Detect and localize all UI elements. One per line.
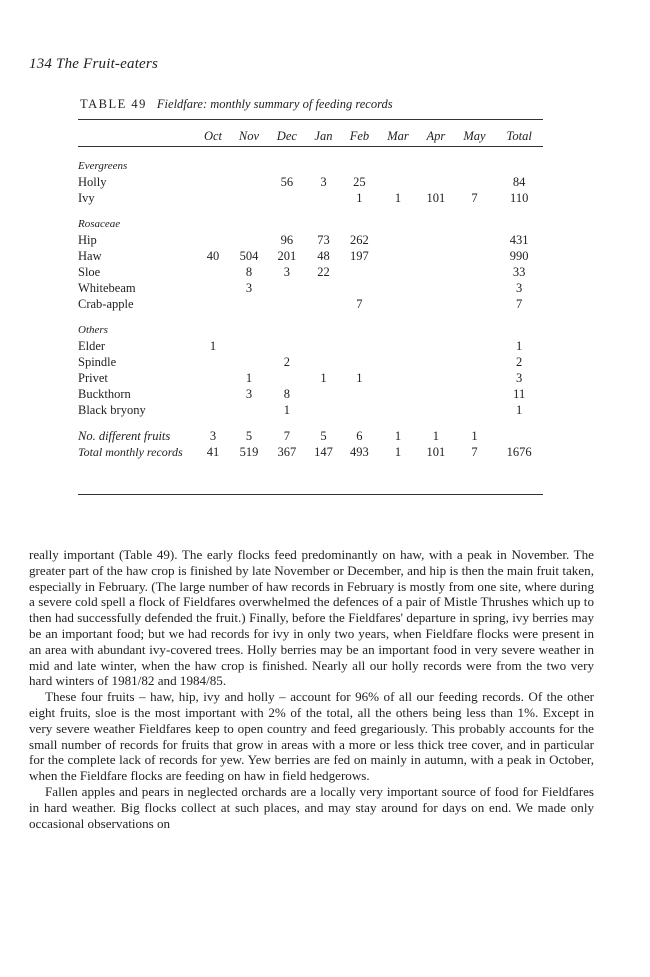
table-cell: 101: [426, 191, 446, 205]
table-row: [78, 402, 543, 418]
table-cell: 56: [280, 175, 294, 189]
table-cell: 1: [320, 371, 327, 385]
table-cell: [418, 402, 453, 418]
table-cell: 3: [245, 281, 253, 295]
table-cell: [341, 338, 378, 354]
table-cell: [196, 280, 230, 296]
table-cell: [418, 370, 453, 386]
table-row: [78, 174, 543, 190]
table-cell: [230, 232, 268, 248]
table-cell: 25: [353, 175, 366, 189]
table-cell: 1: [471, 429, 478, 443]
table-cell: [341, 280, 378, 296]
group-heading-row: [78, 206, 543, 232]
paragraph: Fallen apples and pears in neglected orchards are a locally very important source of food for Fieldfares in hard weather. Big flocks collect at such places, and may stay around for days on end. We made only occasional observations on: [29, 783, 594, 831]
table-row: [78, 444, 543, 460]
table-cell: [341, 386, 378, 402]
table-header-row: [78, 124, 543, 148]
table-cell: 41: [206, 445, 220, 459]
running-head: 134 The Fruit-eaters: [29, 56, 158, 72]
table-cell: [196, 264, 230, 280]
table-cell: 5: [320, 429, 327, 443]
table-cell: 96: [280, 233, 294, 247]
table-cell: 1: [394, 191, 402, 205]
table-cell: [230, 354, 268, 370]
table-cell: 1: [209, 339, 217, 353]
table-cell: 7: [471, 191, 478, 205]
row-label: Haw: [78, 249, 102, 263]
table-cell: [378, 174, 419, 190]
table-cell: [454, 264, 496, 280]
table-cell: [306, 386, 341, 402]
table-cell: 1: [394, 445, 402, 459]
table-cell: 3: [516, 281, 523, 295]
table-cell: [454, 402, 496, 418]
table-cell: 110: [510, 191, 529, 205]
row-label: Ivy: [78, 191, 95, 205]
table-cell: [378, 370, 419, 386]
table-cell: [418, 248, 453, 264]
table-cell: [454, 338, 496, 354]
table-cell: [196, 354, 230, 370]
table-cell: 11: [513, 387, 526, 401]
table-cell: 431: [509, 233, 529, 247]
table-cell: [268, 280, 306, 296]
row-label: Crab-apple: [78, 297, 134, 311]
table-cell: [454, 386, 496, 402]
table-cell: [418, 232, 453, 248]
col-dec: Dec: [276, 129, 297, 143]
table-cell: [196, 190, 230, 206]
table-cell: 2: [283, 355, 290, 369]
table-cell: 1: [356, 191, 363, 205]
table-cell: 1676: [506, 445, 532, 459]
table-row: [78, 232, 543, 248]
table-cell: [268, 190, 306, 206]
table-cell: [306, 190, 341, 206]
table-cell: 73: [317, 233, 330, 247]
col-oct: Oct: [203, 129, 223, 143]
table-cell: [268, 338, 306, 354]
table-cell: 201: [277, 249, 297, 263]
col-mar: Mar: [387, 129, 409, 143]
table-cell: [306, 338, 341, 354]
table-cell: 3: [283, 265, 290, 279]
table-cell: [454, 280, 496, 296]
table-row: [78, 264, 543, 280]
table-cell: [418, 296, 453, 312]
table-cell: [196, 296, 230, 312]
col-feb: Feb: [349, 129, 370, 143]
table-cell: 147: [314, 445, 333, 459]
row-label: Privet: [78, 371, 108, 385]
row-label: Elder: [78, 339, 106, 353]
table-cell: 367: [277, 445, 297, 459]
table-cell: [418, 264, 453, 280]
table-cell: 40: [206, 249, 220, 263]
row-label: Buckthorn: [78, 387, 131, 401]
row-label-header: [78, 124, 196, 148]
table-cell: 5: [245, 429, 253, 443]
table-cell: [418, 280, 453, 296]
table-row: [78, 338, 543, 354]
table-cell: 1: [245, 371, 253, 385]
table-cell: 84: [512, 175, 526, 189]
table-cell: 8: [283, 387, 290, 401]
table-cell: 519: [239, 445, 259, 459]
row-label: Hip: [78, 233, 97, 247]
table-row: [78, 190, 543, 206]
table-cell: 493: [350, 445, 369, 459]
table-cell: 3: [320, 175, 327, 189]
table-cell: [378, 354, 419, 370]
table-cell: 2: [516, 355, 523, 369]
col-apr: Apr: [426, 129, 446, 143]
table-cell: 1: [432, 429, 439, 443]
table-row: [78, 418, 543, 444]
table-cell: 1: [394, 429, 402, 443]
row-label: Holly: [78, 175, 107, 189]
table-title: Fieldfare: monthly summary of feeding records: [156, 97, 393, 111]
group-heading-row: [78, 148, 543, 174]
table-label: TABLE 49: [80, 97, 147, 111]
table-cell: [454, 296, 496, 312]
table-cell: [378, 386, 419, 402]
table-cell: [378, 280, 419, 296]
table-cell: [418, 174, 453, 190]
table-cell: 262: [350, 233, 369, 247]
table-cell: 8: [245, 265, 253, 279]
table-cell: 990: [509, 249, 529, 263]
table-cell: 1: [516, 339, 523, 353]
table-cell: 7: [516, 297, 523, 311]
table-cell: [418, 338, 453, 354]
table-cell: [306, 280, 341, 296]
table-cell: [268, 370, 306, 386]
table-row: [78, 248, 543, 264]
table-cell: 1: [283, 403, 290, 417]
group-heading: Evergreens: [78, 160, 128, 172]
row-label: Spindle: [78, 355, 117, 369]
group-heading: Rosaceae: [78, 218, 121, 230]
table-cell: [196, 386, 230, 402]
table-cell: [196, 402, 230, 418]
col-may: May: [463, 129, 486, 143]
table-cell: 101: [426, 445, 446, 459]
table-cell: [196, 232, 230, 248]
table-cell: 1: [516, 403, 523, 417]
table-cell: [378, 296, 419, 312]
table-cell: 3: [209, 429, 217, 443]
table-cell: [378, 402, 419, 418]
table-cell: 7: [471, 445, 478, 459]
group-heading-row: [78, 312, 543, 338]
table-cell: 1: [356, 371, 363, 385]
table-cell: [454, 248, 496, 264]
row-label: Black bryony: [78, 403, 146, 417]
col-total: Total: [506, 129, 532, 143]
table-cell: [378, 248, 419, 264]
table-cell: [454, 232, 496, 248]
table-row: [78, 370, 543, 386]
table-cell: [306, 354, 341, 370]
table-cell: 7: [356, 297, 363, 311]
body-text: [29, 547, 594, 831]
row-label: No. different fruits: [78, 429, 171, 443]
table-cell: [306, 402, 341, 418]
table-cell: [341, 264, 378, 280]
table-cell: [418, 386, 453, 402]
table-cell: 7: [283, 429, 290, 443]
table-cell: [306, 296, 341, 312]
table-cell: [454, 174, 496, 190]
table-cell: [230, 402, 268, 418]
table-row: [78, 354, 543, 370]
table-cell: [378, 264, 419, 280]
table-cell: [230, 338, 268, 354]
table-row: [78, 296, 543, 312]
table-cell: 48: [317, 249, 330, 263]
table-cell: [341, 354, 378, 370]
table-cell: [196, 370, 230, 386]
table-row: [78, 386, 543, 402]
paragraph: These four fruits – haw, hip, ivy and holly – account for 96% of all our feeding records. Of the other eight fruits, sloe is the most important with 2% of the total, all the others being less than 1%. Except in very severe weather Fieldfares keep to open country and feed gregariously. This probably accounts for the small number of records for fruits that grow in areas with a more or less thick tree cover, and in particular for the complete lack of records for yew. Yew berries are fed on mainly in autumn, with a peak in October, when the Fieldfare flocks are feeding on haw in field hedgerows.: [29, 689, 594, 784]
table-cell: 3: [245, 387, 253, 401]
table-cell: 504: [239, 249, 259, 263]
table-cell: [268, 296, 306, 312]
group-heading: Others: [78, 324, 108, 336]
row-label: Total monthly records: [78, 444, 183, 459]
table-cell: [230, 174, 268, 190]
table-bottom-rule: [78, 494, 543, 495]
table-cell: [418, 354, 453, 370]
table-cell: 33: [512, 265, 526, 279]
table-cell: 22: [317, 265, 330, 279]
table-cell: [454, 354, 496, 370]
feeding-records-table: [78, 124, 543, 460]
table-cell: [378, 232, 419, 248]
table-cell: [196, 174, 230, 190]
table-cell: [454, 370, 496, 386]
table-caption: [80, 97, 542, 112]
table-cell: 6: [356, 429, 363, 443]
col-jan: Jan: [314, 129, 333, 143]
table-cell: [495, 418, 543, 444]
table-top-rule: [78, 119, 543, 120]
paragraph: really important (Table 49). The early flocks feed predominantly on haw, with a peak in November. The greater part of the haw crop is finished by late November or December, and hip is then the main fruit taken, especially in February. (The large number of haw records in February is mostly from one site, where during a severe cold spell a flock of Fieldfares overwhelmed the defences of a pair of Mistle Thrushes which up to then had successfully defended the fruit.) Finally, before the Fieldfares' departure in spring, ivy berries may be an important food; but we had records for ivy in only two years, when Fieldfare flocks were present in an area with abundant ivy-covered trees. Holly berries may be an important food in very severe weather in mid and late winter, when the haw crop is finished. Nearly all our holly records were from the two very hard winters of 1981/82 and 1984/85.: [29, 547, 594, 689]
table-cell: [230, 296, 268, 312]
row-label: Whitebeam: [78, 281, 136, 295]
table-cell: [230, 190, 268, 206]
table-cell: [378, 338, 419, 354]
table-row: [78, 280, 543, 296]
table-cell: [341, 402, 378, 418]
row-label: Sloe: [78, 265, 101, 279]
table-cell: 197: [350, 249, 369, 263]
col-nov: Nov: [238, 129, 260, 143]
table-cell: 3: [516, 371, 523, 385]
